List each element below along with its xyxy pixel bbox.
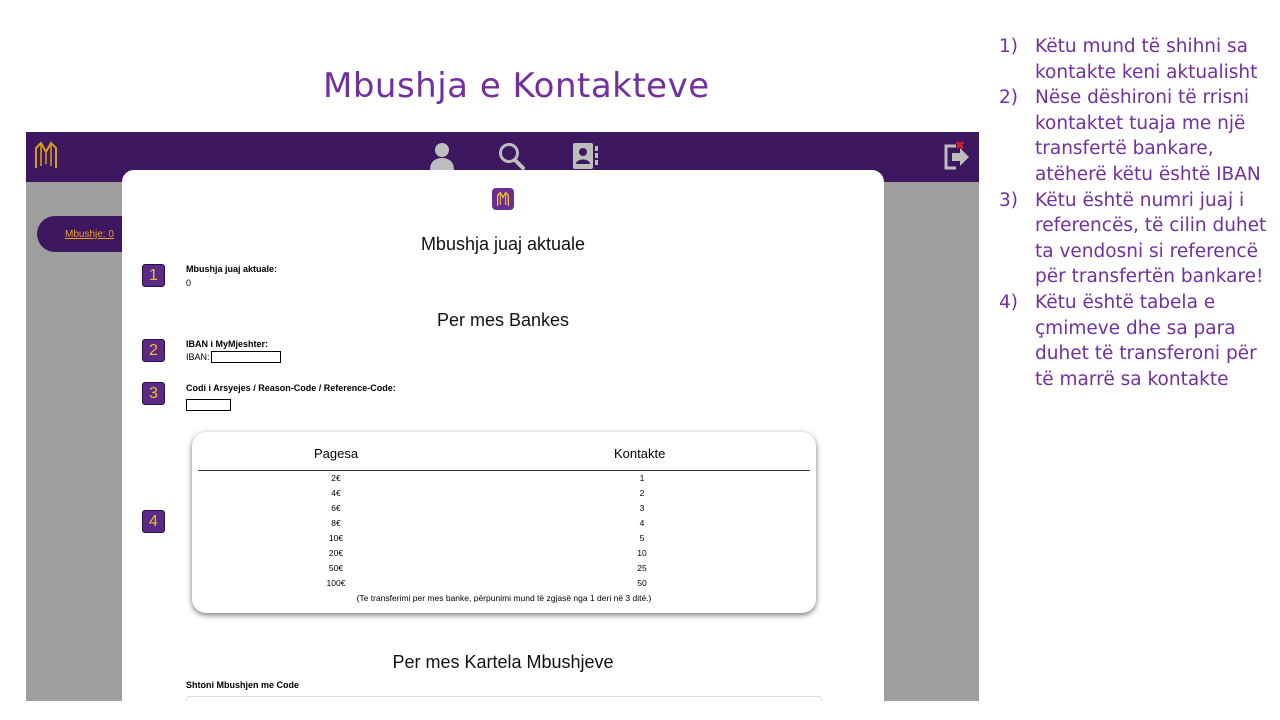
payment-cell: 4€ xyxy=(331,488,341,498)
iban-field[interactable] xyxy=(211,351,281,363)
search-icon[interactable] xyxy=(497,141,525,171)
note-text: Këtu është numri juaj i referencës, të cilin duhet ta vendosni si referencë për transfertën bankare! xyxy=(1035,189,1267,288)
table-row xyxy=(192,548,816,563)
note-text: Këtu mund të shihni sa kontakte keni aktualisht xyxy=(1035,36,1258,83)
section-title-bank: Per mes Bankes xyxy=(436,310,570,330)
section-title-current: Mbushja juaj aktuale xyxy=(420,234,586,254)
contacts-icon[interactable] xyxy=(571,141,599,171)
user-icon[interactable] xyxy=(428,141,456,171)
payment-cell: 6€ xyxy=(331,503,341,513)
table-row xyxy=(192,503,816,518)
table-row xyxy=(192,563,816,578)
payment-cell: 100€ xyxy=(326,578,346,588)
contacts-cell: 10 xyxy=(637,548,647,558)
table-row xyxy=(192,533,816,548)
callout-badge-4: 4 xyxy=(142,510,165,533)
payment-cell: 20€ xyxy=(328,548,344,558)
contacts-cell: 2 xyxy=(639,488,645,498)
callout-badge-2: 2 xyxy=(142,339,165,362)
processing-note: (Te transferimi per mes banke, përpunimi mund të zgjasë nga 1 deri në 3 ditë.) xyxy=(356,593,652,603)
contacts-cell: 50 xyxy=(637,578,647,588)
iban-label: IBAN i MyMjeshter: xyxy=(186,339,269,349)
reference-code-label: Codi i Arsyejes / Reason-Code / Reference-Code: xyxy=(186,383,396,393)
table-header-contacts: Kontakte xyxy=(614,446,666,461)
callout-badge-1: 1 xyxy=(142,264,165,287)
table-row xyxy=(192,473,816,488)
payment-cell: 50€ xyxy=(328,563,344,573)
reference-code-field[interactable] xyxy=(186,399,231,411)
iban-field-label: IBAN: xyxy=(186,352,210,362)
note-text: Këtu është tabela e çmimeve dhe sa para duhet të transferoni për të marrë sa kontakte xyxy=(1035,291,1257,390)
contacts-cell: 4 xyxy=(639,518,645,528)
price-table xyxy=(192,432,816,613)
recharge-modal xyxy=(122,170,884,701)
note-number: 3) xyxy=(999,189,1018,211)
balance-link[interactable]: Mbushje: 0 xyxy=(65,229,114,240)
notes-list xyxy=(999,34,1279,392)
note-number: 4) xyxy=(999,291,1018,313)
note-text: Nëse dëshironi të rrisni kontaktet tuaja me një transfertë bankare, atëherë këtu është IBAN xyxy=(1035,87,1261,185)
note-item xyxy=(999,34,1279,85)
table-header-payment: Pagesa xyxy=(314,446,359,461)
contacts-cell: 25 xyxy=(637,563,647,573)
note-number: 2) xyxy=(999,87,1018,109)
callout-badge-3: 3 xyxy=(142,382,165,405)
note-item xyxy=(999,290,1279,392)
table-row xyxy=(192,518,816,533)
note-item xyxy=(999,85,1279,187)
recharge-code-input[interactable] xyxy=(186,696,822,701)
payment-cell: 8€ xyxy=(331,518,341,528)
note-number: 1) xyxy=(999,36,1018,57)
modal-logo-icon xyxy=(492,188,514,210)
app-screenshot xyxy=(26,132,979,701)
slide-title: Mbushja e Kontakteve xyxy=(323,66,710,106)
section-title-card: Per mes Kartela Mbushjeve xyxy=(392,652,614,672)
contacts-cell: 3 xyxy=(639,503,645,513)
contacts-cell: 5 xyxy=(639,533,645,543)
table-divider xyxy=(198,470,810,471)
payment-cell: 2€ xyxy=(331,473,341,483)
table-row xyxy=(192,578,816,593)
logout-icon[interactable] xyxy=(942,142,972,170)
table-row xyxy=(192,488,816,503)
payment-cell: 10€ xyxy=(328,533,344,543)
current-balance-label: Mbushja juaj aktuale: xyxy=(186,264,278,274)
add-code-label: Shtoni Mbushjen me Code xyxy=(186,680,300,690)
current-balance-value: 0 xyxy=(186,278,192,288)
note-item xyxy=(999,188,1279,290)
logo-icon[interactable] xyxy=(33,140,59,170)
contacts-cell: 1 xyxy=(639,473,645,483)
